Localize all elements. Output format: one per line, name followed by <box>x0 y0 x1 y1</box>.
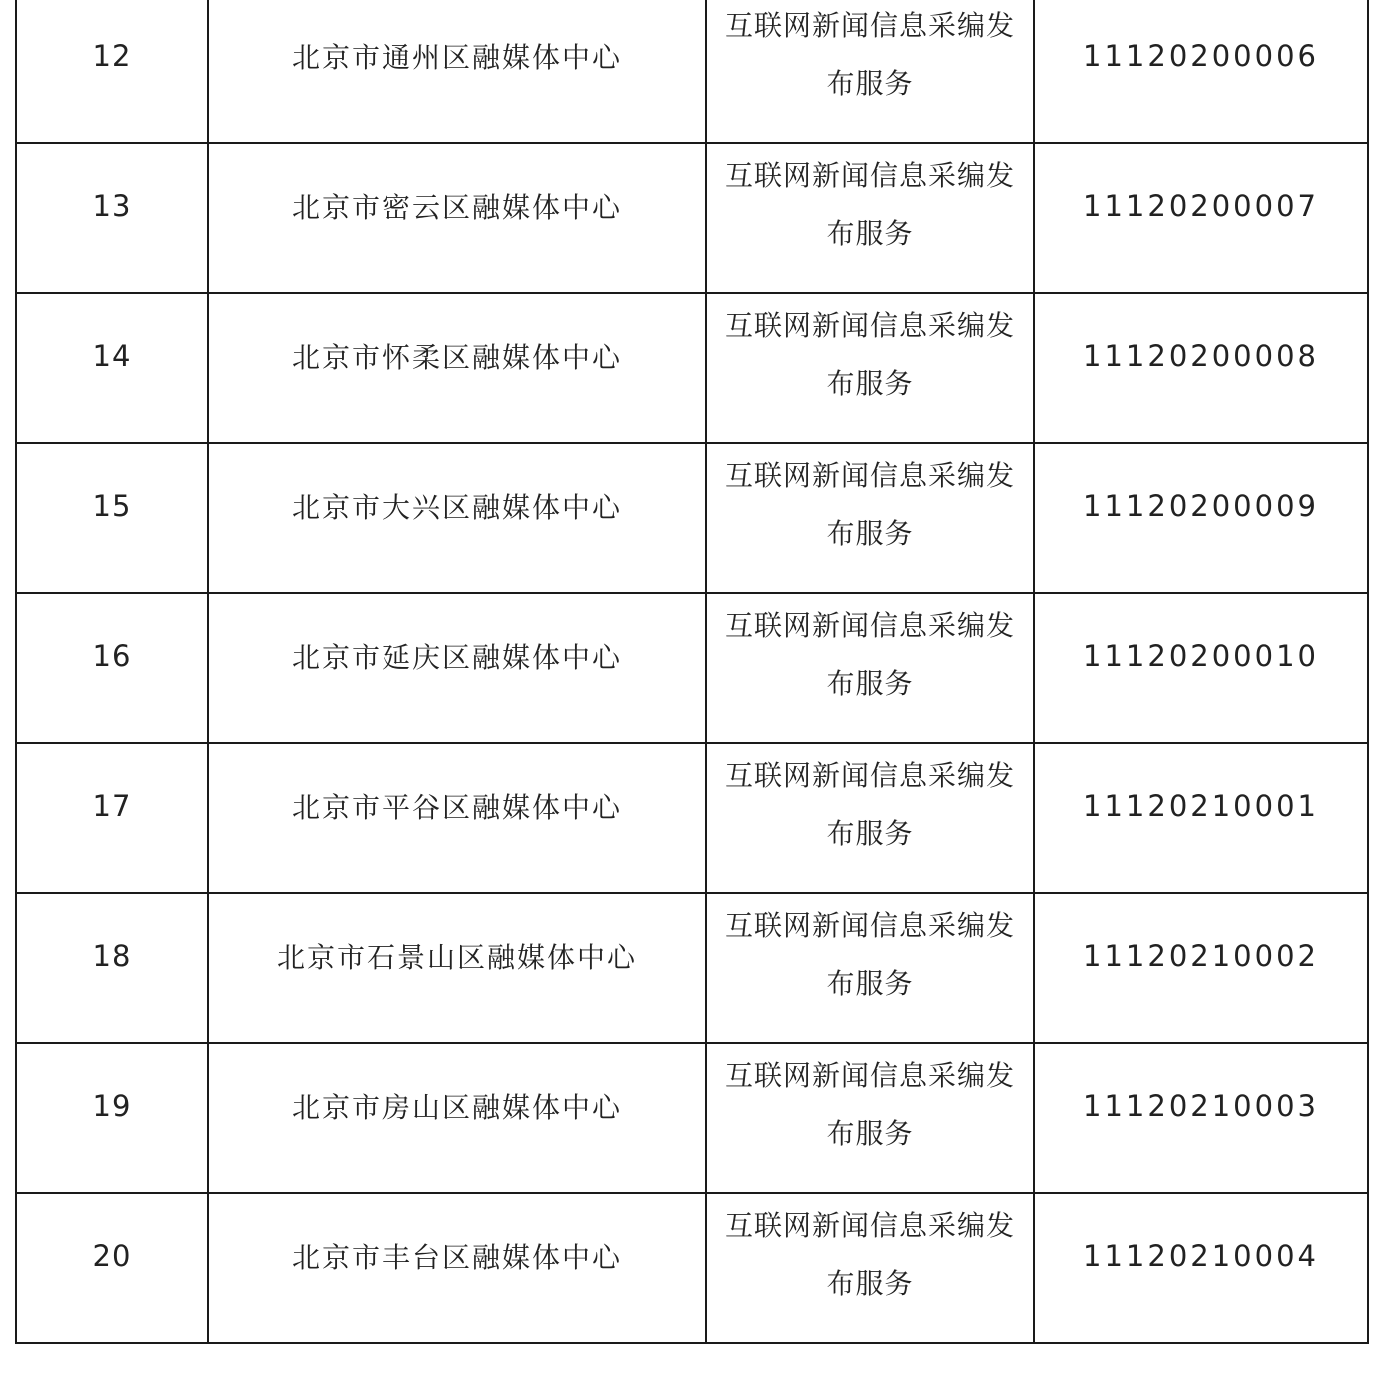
service-type <box>707 1047 1033 1163</box>
row-number: 13 <box>92 189 132 223</box>
service-type <box>707 447 1033 563</box>
unit-name: 北京市通州区融媒体中心 <box>291 41 622 74</box>
service-type-line-2: 布服务 <box>826 1267 914 1300</box>
license-number-cell <box>1034 293 1368 443</box>
service-type-line-1: 互联网新闻信息采编发 <box>724 9 1015 42</box>
row-number-cell <box>16 443 208 593</box>
row-number: 14 <box>92 339 132 373</box>
service-type-cell <box>706 743 1034 893</box>
license-number-cell <box>1034 593 1368 743</box>
service-type-line-1: 互联网新闻信息采编发 <box>724 309 1015 342</box>
license-number: 11120210003 <box>1083 1089 1319 1123</box>
unit-name-cell <box>208 1193 706 1343</box>
service-type <box>707 297 1033 413</box>
row-number-cell <box>16 893 208 1043</box>
unit-name: 北京市大兴区融媒体中心 <box>291 491 622 524</box>
unit-name-cell <box>208 443 706 593</box>
table-row <box>16 443 1368 593</box>
license-number-cell <box>1034 1043 1368 1193</box>
unit-name: 北京市房山区融媒体中心 <box>291 1091 622 1124</box>
service-type-line-1: 互联网新闻信息采编发 <box>724 459 1015 492</box>
service-type-cell <box>706 293 1034 443</box>
row-number-cell <box>16 743 208 893</box>
service-type-cell <box>706 0 1034 143</box>
license-number-cell <box>1034 143 1368 293</box>
row-number: 17 <box>92 789 132 823</box>
license-table <box>15 0 1369 1344</box>
service-type-line-2: 布服务 <box>826 517 914 550</box>
service-type <box>707 1197 1033 1313</box>
license-number: 11120210004 <box>1083 1239 1319 1273</box>
row-number-cell <box>16 1043 208 1193</box>
row-number-cell <box>16 143 208 293</box>
service-type-line-1: 互联网新闻信息采编发 <box>724 159 1015 192</box>
service-type-line-2: 布服务 <box>826 967 914 1000</box>
table-row <box>16 293 1368 443</box>
license-number: 11120200006 <box>1083 39 1319 73</box>
service-type-line-1: 互联网新闻信息采编发 <box>724 1209 1015 1242</box>
service-type-cell <box>706 1043 1034 1193</box>
license-number: 11120210002 <box>1083 939 1319 973</box>
service-type-line-1: 互联网新闻信息采编发 <box>724 759 1015 792</box>
row-number: 15 <box>92 489 132 523</box>
license-number: 11120210001 <box>1083 789 1319 823</box>
license-number-cell <box>1034 0 1368 143</box>
service-type-cell <box>706 1193 1034 1343</box>
service-type <box>707 747 1033 863</box>
unit-name: 北京市延庆区融媒体中心 <box>291 641 622 674</box>
unit-name-cell <box>208 593 706 743</box>
service-type-line-2: 布服务 <box>826 367 914 400</box>
unit-name-cell <box>208 893 706 1043</box>
service-type-line-1: 互联网新闻信息采编发 <box>724 1059 1015 1092</box>
license-number: 11120200007 <box>1083 189 1319 223</box>
service-type-cell <box>706 593 1034 743</box>
table-row <box>16 0 1368 143</box>
table-row <box>16 593 1368 743</box>
service-type-cell <box>706 893 1034 1043</box>
service-type-line-2: 布服务 <box>826 67 914 100</box>
unit-name-cell <box>208 143 706 293</box>
table-row <box>16 893 1368 1043</box>
unit-name: 北京市密云区融媒体中心 <box>291 191 622 224</box>
license-number-cell <box>1034 1193 1368 1343</box>
license-number: 11120200008 <box>1083 339 1319 373</box>
service-type-cell <box>706 443 1034 593</box>
table-row <box>16 1043 1368 1193</box>
unit-name: 北京市丰台区融媒体中心 <box>291 1241 622 1274</box>
service-type <box>707 897 1033 1013</box>
service-type-cell <box>706 143 1034 293</box>
unit-name: 北京市平谷区融媒体中心 <box>291 791 622 824</box>
table-body <box>16 0 1368 1343</box>
unit-name: 北京市怀柔区融媒体中心 <box>291 341 622 374</box>
row-number: 20 <box>92 1239 132 1273</box>
row-number-cell <box>16 0 208 143</box>
table-row <box>16 1193 1368 1343</box>
table-row <box>16 743 1368 893</box>
service-type-line-2: 布服务 <box>826 217 914 250</box>
row-number: 18 <box>92 939 132 973</box>
license-number-cell <box>1034 893 1368 1043</box>
row-number: 16 <box>92 639 132 673</box>
service-type-line-1: 互联网新闻信息采编发 <box>724 909 1015 942</box>
row-number-cell <box>16 593 208 743</box>
unit-name-cell <box>208 743 706 893</box>
row-number: 19 <box>92 1089 132 1123</box>
license-number: 11120200009 <box>1083 489 1319 523</box>
service-type-line-2: 布服务 <box>826 667 914 700</box>
service-type <box>707 597 1033 713</box>
license-number-cell <box>1034 743 1368 893</box>
unit-name-cell <box>208 293 706 443</box>
service-type <box>707 147 1033 263</box>
unit-name-cell <box>208 1043 706 1193</box>
unit-name-cell <box>208 0 706 143</box>
service-type <box>707 0 1033 113</box>
license-number: 11120200010 <box>1083 639 1319 673</box>
service-type-line-2: 布服务 <box>826 817 914 850</box>
table-row <box>16 143 1368 293</box>
row-number-cell <box>16 293 208 443</box>
unit-name: 北京市石景山区融媒体中心 <box>276 941 637 974</box>
service-type-line-2: 布服务 <box>826 1117 914 1150</box>
service-type-line-1: 互联网新闻信息采编发 <box>724 609 1015 642</box>
license-number-cell <box>1034 443 1368 593</box>
row-number-cell <box>16 1193 208 1343</box>
row-number: 12 <box>92 39 132 73</box>
